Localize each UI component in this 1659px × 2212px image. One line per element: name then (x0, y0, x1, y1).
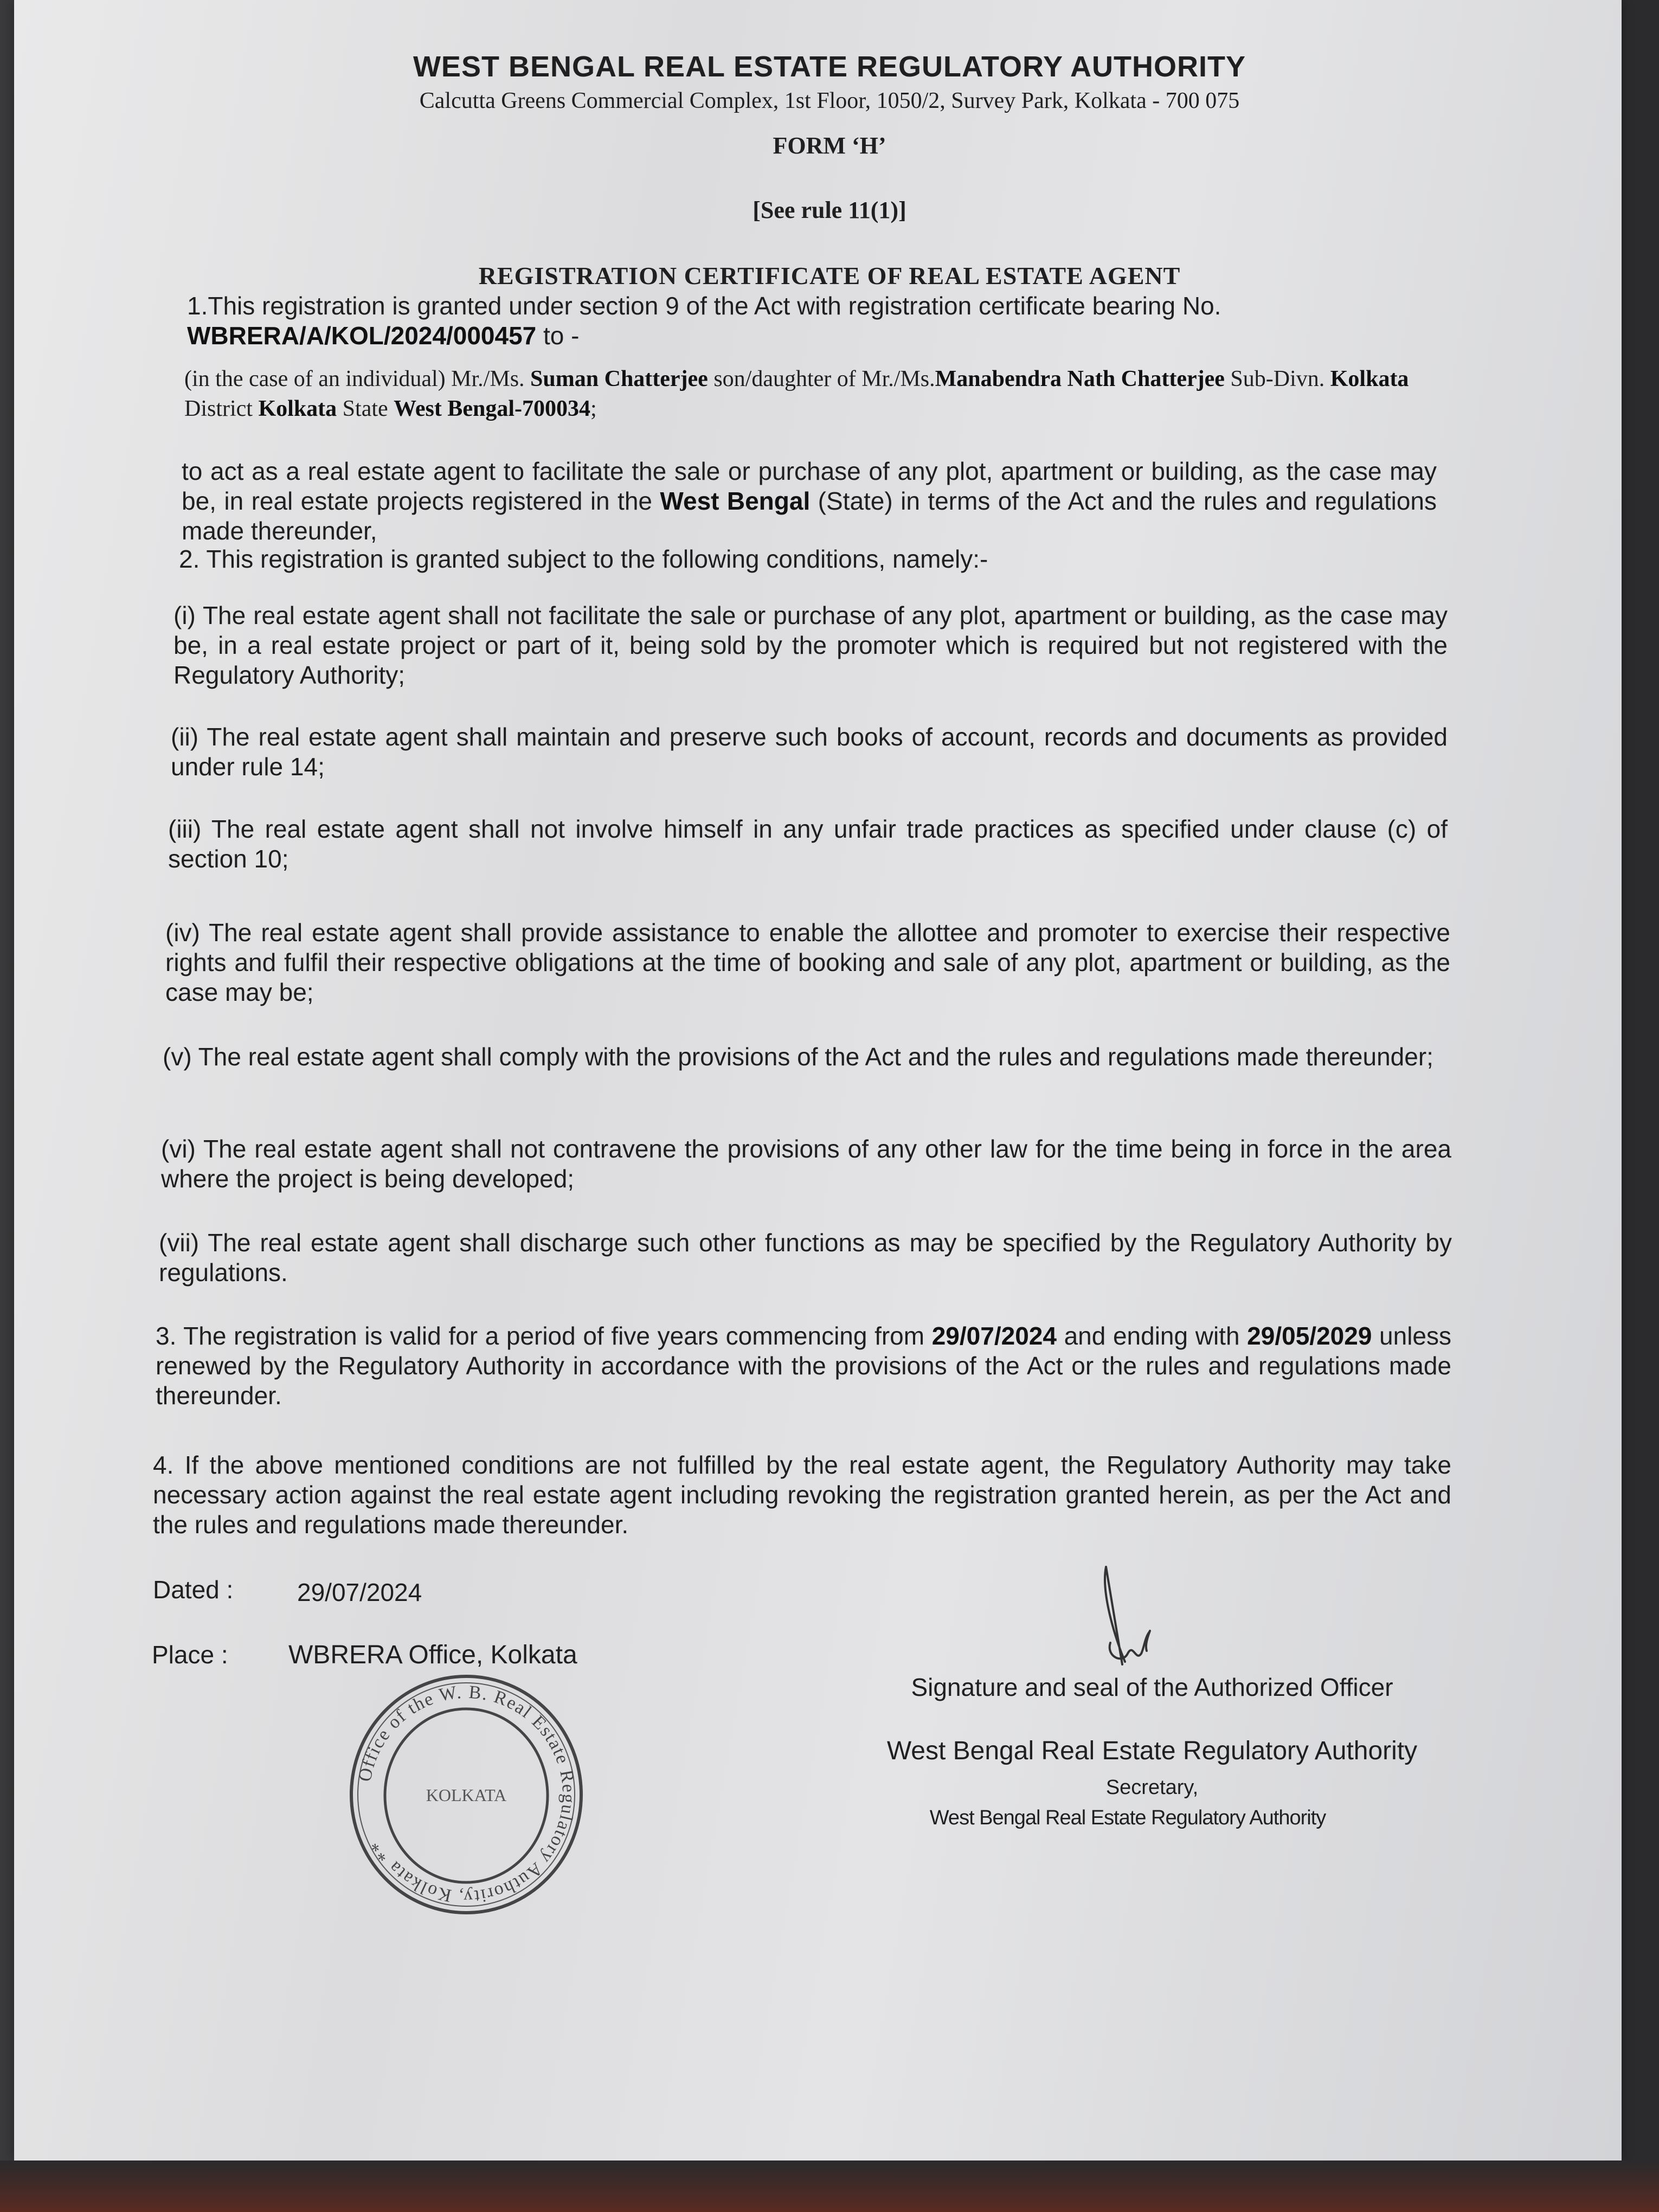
condition-ii: (ii) The real estate agent shall maintain and preserve such books of account, records and documents as provided under rule 14; (171, 723, 1448, 781)
para-1-suffix: to - (536, 321, 580, 350)
place-label: Place : (152, 1641, 228, 1669)
place-value: WBRERA Office, Kolkata (288, 1641, 577, 1669)
district: Kolkata (258, 396, 337, 421)
signing-authority: West Bengal Real Estate Regulatory Authority (886, 1737, 1418, 1765)
condition-iv: (iv) The real estate agent shall provide assistance to enable the allottee and promoter to exercise their respective rights and fulfil their respective obligations at the time of booking and sale of any plot, apartment or building, as the case may be; (165, 918, 1450, 1006)
parent-name: Manabendra Nath Chatterjee (935, 366, 1225, 391)
stamp-ring-text: Office of the W. B. Real Estate Regulatory Authority, Kolkata ** (355, 1682, 579, 1907)
para-3 (156, 1321, 1451, 1411)
authority-address: Calcutta Greens Commercial Complex, 1st Floor, 1050/2, Survey Park, Kolkata - 700 075 (419, 88, 1240, 113)
condition-v: (v) The real estate agent shall comply with the provisions of the Act and the rules and regulations made thereunder; (163, 1043, 1433, 1071)
validity-start: 29/07/2024 (931, 1322, 1057, 1350)
text: District (184, 396, 259, 421)
text: (State) in terms of the Act and the rules and regulations made thereunder, (182, 487, 1437, 545)
signature-label: Signature and seal of the Authorized Officer (911, 1673, 1393, 1701)
condition-i: (i) The real estate agent shall not facilitate the sale or purchase of any plot, apartment or building, as the case may be, in a real estate project or part of it, being sold by the promoter which is required but not registered with the Regulatory Authority; (173, 601, 1448, 689)
agent-name: Suman Chatterjee (530, 366, 708, 391)
text: State (337, 396, 394, 421)
designation-organization: West Bengal Real Estate Regulatory Authority (929, 1806, 1326, 1829)
text: Sub-Divn. (1224, 366, 1330, 391)
stamp-center-text: KOLKATA (426, 1785, 507, 1805)
text: (in the case of an individual) Mr./Ms. (184, 366, 531, 391)
state-name: West Bengal (660, 487, 811, 515)
text: son/daughter of Mr./Ms. (708, 366, 935, 391)
dated-value: 29/07/2024 (297, 1578, 422, 1606)
state-pin: West Bengal-700034 (394, 396, 590, 421)
text: and ending with (1056, 1322, 1248, 1350)
form-label: FORM ‘H’ (773, 132, 886, 159)
certificate-title: REGISTRATION CERTIFICATE OF REAL ESTATE AGENT (478, 262, 1181, 290)
text: ; (590, 396, 597, 421)
para-1-text: 1.This registration is granted under section 9 of the Act with registration certificate bearing No. (187, 292, 1221, 320)
background-surface (0, 2160, 1659, 2212)
individual-details (184, 364, 1431, 424)
text: 3. The registration is valid for a period of five years commencing from (156, 1322, 932, 1350)
validity-end: 29/05/2029 (1247, 1322, 1372, 1350)
condition-iii: (iii) The real estate agent shall not involve himself in any unfair trade practices as specified under clause (c) of section 10; (168, 815, 1448, 873)
text: to act as a real estate agent to facilitate the sale or purchase of any plot, apartment or building, as the case may be, in real estate projects registered in the (182, 457, 1437, 515)
para-2: 2. This registration is granted subject to the following conditions, namely:- (179, 545, 988, 573)
officer-signature (1084, 1561, 1204, 1681)
condition-vi: (vi) The real estate agent shall not contravene the provisions of any other law for the time being in force in the area where the project is being developed; (161, 1135, 1451, 1193)
condition-vii: (vii) The real estate agent shall discharge such other functions as may be specified by the Regulatory Authority by regulations. (159, 1229, 1452, 1287)
official-seal-stamp (342, 1670, 591, 1919)
registration-number: WBRERA/A/KOL/2024/000457 (187, 321, 537, 350)
para-1 (187, 291, 1434, 351)
para-4: 4. If the above mentioned conditions are not fulfilled by the real estate agent, the Regulatory Authority may take necessary action against the real estate agent including revoking the registration granted herein, as per the Act and the rules and regulations made thereunder. (153, 1451, 1451, 1539)
dated-label: Dated : (153, 1576, 234, 1604)
act-paragraph (182, 456, 1437, 546)
officer-designation: Secretary, (1105, 1776, 1199, 1799)
rule-reference: [See rule 11(1)] (753, 197, 906, 223)
text: unless renewed by the Regulatory Authority in accordance with the provisions of the Act or the rules and regulations made thereunder. (156, 1322, 1452, 1410)
authority-heading: WEST BENGAL REAL ESTATE REGULATORY AUTHORITY (413, 50, 1246, 83)
sub-division: Kolkata (1330, 366, 1409, 391)
